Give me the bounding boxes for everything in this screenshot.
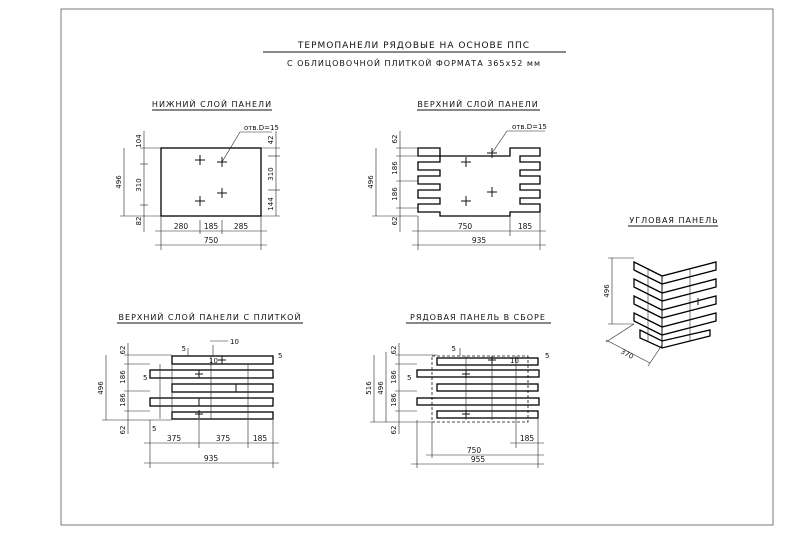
title-line2: С ОБЛИЦОВОЧНОЙ ПЛИТКОЙ ФОРМАТА 365x52 мм: [286, 59, 542, 68]
asm-dim-top: 62: [390, 345, 398, 355]
assembly-tile-rows: [417, 356, 539, 420]
bottom-dim-left-top: 104: [135, 134, 143, 148]
asm-dim-w1: 750: [466, 446, 482, 455]
bottom-dim-total-w: 750: [203, 236, 219, 245]
bottom-dim-left-mid: 310: [135, 178, 143, 192]
tile-gap-right: 5: [278, 352, 283, 360]
top-dim-w2: 185: [517, 222, 533, 231]
asm-gap-left: 5: [407, 374, 412, 382]
hole-marks: [195, 155, 227, 206]
bottom-dim-total-h: 496: [115, 175, 123, 189]
tile-dim-total-h: 496: [97, 381, 105, 395]
top-dim-w1: 750: [457, 222, 473, 231]
tile-dim-total-w: 935: [203, 454, 219, 463]
top-dim-r2: 186: [391, 187, 399, 201]
hole-marks-top: [461, 148, 497, 206]
tile-dim-top: 62: [119, 345, 127, 355]
tile-dim-bot: 62: [119, 425, 127, 435]
bottom-layer-view: [115, 98, 280, 250]
top-layer-title: ВЕРХНИЙ СЛОЙ ПАНЕЛИ: [417, 100, 539, 109]
tile-gap-bot: 5: [152, 425, 157, 433]
tile-dim-b1: 375: [166, 434, 182, 443]
tile-gap-inner: 5: [181, 345, 186, 353]
asm-dim-total-h2: 516: [365, 381, 373, 395]
asm-dim-total-w: 955: [470, 455, 486, 464]
bottom-dim-right-top: 42: [267, 135, 275, 145]
tile-dim-r1: 186: [119, 370, 127, 384]
tile-gap-top: 10: [230, 338, 239, 346]
tile-dim-b3: 185: [252, 434, 268, 443]
bottom-hole-label: отв.D=15: [244, 124, 279, 132]
top-layer-view: [367, 98, 547, 250]
bottom-layer-panel: [161, 148, 261, 216]
title-line1: ТЕРМОПАНЕЛИ РЯДОВЫЕ НА ОСНОВЕ ППС: [297, 41, 531, 51]
bottom-dim-right-bot: 144: [267, 197, 275, 211]
tile-dim-b2: 375: [215, 434, 231, 443]
assembly-title: РЯДОВАЯ ПАНЕЛЬ В СБОРЕ: [410, 313, 546, 322]
asm-dim-r2: 186: [390, 393, 398, 407]
asm-dim-total-h1: 496: [377, 381, 385, 395]
tile-layer-title: ВЕРХНИЙ СЛОЙ ПАНЕЛИ С ПЛИТКОЙ: [118, 313, 302, 322]
bottom-layer-title: НИЖНИЙ СЛОЙ ПАНЕЛИ: [151, 100, 273, 109]
bottom-dim-left-bot: 82: [135, 216, 143, 226]
asm-gap-mid: 10: [510, 357, 519, 365]
corner-panel-tiles: [634, 262, 716, 348]
top-dim-r1: 186: [391, 161, 399, 175]
top-dim-total-w: 935: [471, 236, 487, 245]
asm-dim-bot: 62: [390, 425, 398, 435]
corner-dim-h: 496: [603, 284, 611, 298]
assembly-view: [365, 313, 551, 468]
bottom-dim-right-mid: 310: [267, 167, 275, 181]
bottom-dim-b1: 280: [173, 222, 189, 231]
bottom-dim-b3: 285: [233, 222, 249, 231]
tile-dim-r2: 186: [119, 393, 127, 407]
corner-dim-w: 370: [619, 347, 635, 361]
corner-panel-title: УГЛОВАЯ ПАНЕЛЬ: [629, 216, 719, 225]
tile-gap-mid: 10: [209, 357, 218, 365]
bottom-dim-b2: 185: [203, 222, 219, 231]
corner-panel-view: [603, 216, 719, 366]
tile-layer-view: [97, 311, 303, 468]
tile-gap-left: 5: [143, 374, 148, 382]
asm-dim-r1: 186: [390, 370, 398, 384]
top-hole-label: отв.D=15: [512, 123, 547, 131]
top-dim-bot: 62: [391, 216, 399, 226]
tile-rows: [150, 356, 273, 419]
assembly-base-outline: [432, 356, 528, 422]
top-layer-panel: [418, 148, 540, 216]
top-dim-total-h: 496: [367, 175, 375, 189]
top-dim-top: 62: [391, 134, 399, 144]
asm-gap-top: 5: [451, 345, 456, 353]
asm-gap-right: 5: [545, 352, 550, 360]
asm-dim-w2: 185: [519, 434, 535, 443]
